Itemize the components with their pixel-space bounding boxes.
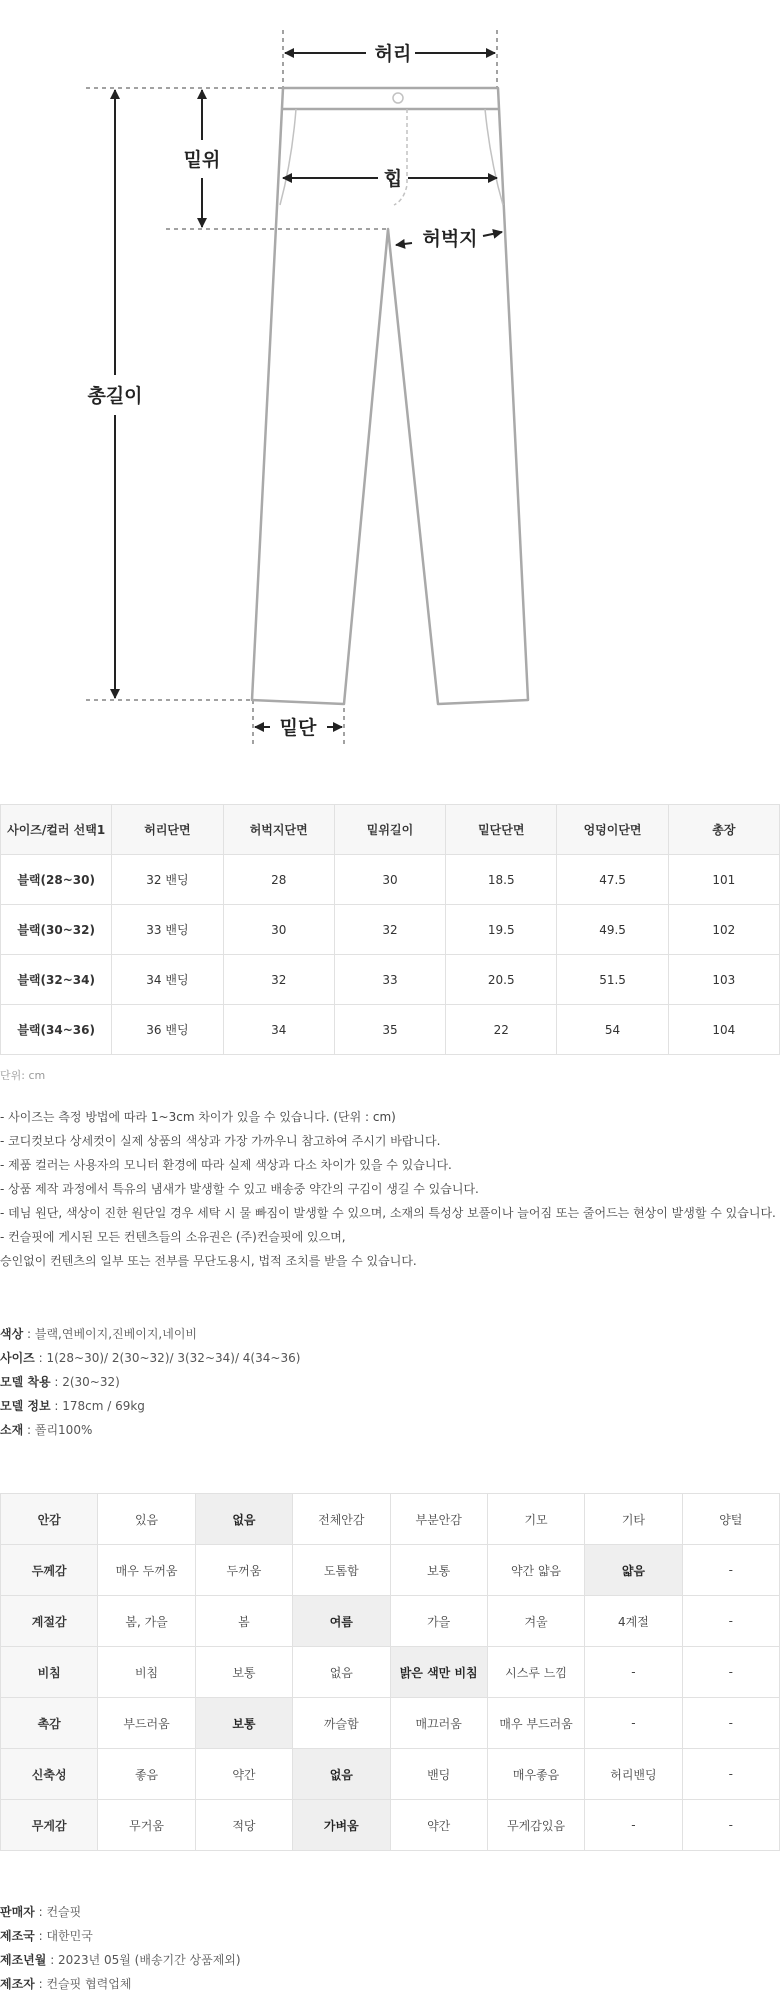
spec-model-wearing — [0, 1370, 780, 1394]
maker-date — [0, 1948, 780, 1972]
size-cell: 19.5 — [446, 905, 557, 955]
size-cell: 블랙(30~32) — [1, 905, 112, 955]
maker-label: 제조년월 — [0, 1953, 47, 1967]
fabric-option-selected: 가벼움 — [293, 1800, 390, 1851]
size-table-header: 밑단단면 — [446, 805, 557, 855]
size-cell: 34 밴딩 — [112, 955, 223, 1005]
size-cell: 32 — [334, 905, 445, 955]
size-cell: 104 — [668, 1005, 779, 1055]
maker-value: : 2023년 05월 (배송기간 상품제외) — [46, 1953, 241, 1967]
size-cell: 36 밴딩 — [112, 1005, 223, 1055]
fabric-option: 도톰함 — [293, 1545, 390, 1596]
size-table-header: 엉덩이단면 — [557, 805, 668, 855]
notice-line: - 상품 제작 과정에서 특유의 냄새가 발생할 수 있고 배송중 약간의 구김이 생길 수 있습니다. — [0, 1182, 479, 1196]
fabric-row-label: 무게감 — [1, 1800, 98, 1851]
maker-label: 판매자 — [0, 1905, 35, 1919]
spec-value: : 2(30~32) — [50, 1375, 120, 1389]
maker-seller — [0, 1900, 780, 1924]
size-table-row — [1, 955, 780, 1005]
fabric-option: - — [682, 1647, 779, 1698]
spec-value: : 블랙,연베이지,진베이지,네이비 — [23, 1327, 197, 1341]
fabric-option: 보통 — [195, 1647, 292, 1698]
size-cell: 32 밴딩 — [112, 855, 223, 905]
size-table-header: 밑위길이 — [334, 805, 445, 855]
size-table-row — [1, 1005, 780, 1055]
fabric-option: - — [585, 1647, 682, 1698]
size-cell: 103 — [668, 955, 779, 1005]
fabric-option: 봄 — [195, 1596, 292, 1647]
spec-label: 색상 — [0, 1327, 24, 1341]
fabric-option: 약간 — [390, 1800, 487, 1851]
fabric-option: - — [682, 1596, 779, 1647]
spec-label: 모델 정보 — [0, 1399, 51, 1413]
notice-list — [0, 1105, 780, 1273]
fabric-option: 매우 두꺼움 — [98, 1545, 195, 1596]
fabric-option-selected: 여름 — [293, 1596, 390, 1647]
size-cell: 34 — [223, 1005, 334, 1055]
size-cell: 블랙(28~30) — [1, 855, 112, 905]
fabric-option: 부드러움 — [98, 1698, 195, 1749]
measurement-diagram — [0, 0, 780, 760]
size-cell: 30 — [223, 905, 334, 955]
fabric-option: 가을 — [390, 1596, 487, 1647]
fabric-option: - — [682, 1800, 779, 1851]
waist-label: 허리 — [374, 43, 412, 65]
fabric-option-selected: 보통 — [195, 1698, 292, 1749]
fabric-row-label: 비침 — [1, 1647, 98, 1698]
size-cell: 54 — [557, 1005, 668, 1055]
spec-label: 소재 — [0, 1423, 24, 1437]
maker-label: 제조국 — [0, 1929, 35, 1943]
fabric-option-selected: 없음 — [195, 1494, 292, 1545]
spec-material — [0, 1418, 780, 1442]
fabric-row — [1, 1545, 780, 1596]
maker-info — [0, 1900, 780, 1996]
fabric-row — [1, 1698, 780, 1749]
fabric-option: 매우 부드러움 — [487, 1698, 584, 1749]
fabric-row-label: 계절감 — [1, 1596, 98, 1647]
fabric-row — [1, 1800, 780, 1851]
size-cell: 101 — [668, 855, 779, 905]
hem-label: 밑단 — [279, 717, 317, 739]
size-table-row — [1, 855, 780, 905]
fabric-option: 약간 — [195, 1749, 292, 1800]
size-cell: 32 — [223, 955, 334, 1005]
fabric-option: 부분안감 — [390, 1494, 487, 1545]
fabric-option: 밴딩 — [390, 1749, 487, 1800]
fabric-option: 시스루 느낌 — [487, 1647, 584, 1698]
size-table-header: 허리단면 — [112, 805, 223, 855]
maker-value: : 대한민국 — [34, 1929, 93, 1943]
spec-label: 모델 착용 — [0, 1375, 51, 1389]
size-cell: 35 — [334, 1005, 445, 1055]
measure-arrows — [115, 53, 502, 727]
notice-line: - 제품 컬러는 사용자의 모니터 환경에 따라 실제 색상과 다소 차이가 있을 수 있습니다. — [0, 1158, 452, 1172]
fabric-option: 겨울 — [487, 1596, 584, 1647]
rise-label: 밑위 — [183, 149, 221, 171]
spec-value: : 178cm / 69kg — [50, 1399, 145, 1413]
total-length-label: 총길이 — [87, 385, 143, 407]
size-table-header: 허벅지단면 — [223, 805, 334, 855]
spec-label: 사이즈 — [0, 1351, 35, 1365]
notice-line: - 사이즈는 측정 방법에 따라 1~3cm 차이가 있을 수 있습니다. (단위 : cm) — [0, 1110, 396, 1124]
spec-size — [0, 1346, 780, 1370]
fabric-option: 약간 얇음 — [487, 1545, 584, 1596]
fabric-row — [1, 1647, 780, 1698]
fabric-option: 없음 — [293, 1647, 390, 1698]
size-cell: 47.5 — [557, 855, 668, 905]
fabric-row — [1, 1749, 780, 1800]
fabric-option: - — [585, 1698, 682, 1749]
fabric-row-label: 신축성 — [1, 1749, 98, 1800]
fabric-option: 전체안감 — [293, 1494, 390, 1545]
fabric-row-label: 두께감 — [1, 1545, 98, 1596]
fabric-row-label: 촉감 — [1, 1698, 98, 1749]
maker-value: : 컨슬핏 — [34, 1905, 82, 1919]
size-cell: 33 밴딩 — [112, 905, 223, 955]
notice-line: - 데님 원단, 색상이 진한 원단일 경우 세탁 시 물 빠짐이 발생할 수 있으며, 소재의 특성상 보풀이나 늘어짐 또는 줄어드는 현상이 발생할 수 있습니다. — [0, 1206, 776, 1220]
fabric-option: 두꺼움 — [195, 1545, 292, 1596]
spec-value: : 1(28~30)/ 2(30~32)/ 3(32~34)/ 4(34~36) — [34, 1351, 301, 1365]
maker-value: : 컨슬핏 협력업체 — [34, 1977, 132, 1991]
size-cell: 33 — [334, 955, 445, 1005]
size-cell: 18.5 — [446, 855, 557, 905]
maker-manufacturer — [0, 1972, 780, 1996]
fabric-option: - — [682, 1545, 779, 1596]
pants-diagram-svg — [0, 0, 780, 760]
product-specs — [0, 1322, 780, 1442]
fabric-option: - — [682, 1698, 779, 1749]
size-cell: 28 — [223, 855, 334, 905]
fabric-option-selected: 없음 — [293, 1749, 390, 1800]
fabric-option-selected: 얇음 — [585, 1545, 682, 1596]
fabric-row — [1, 1494, 780, 1545]
size-cell: 49.5 — [557, 905, 668, 955]
fabric-option: 무게감있음 — [487, 1800, 584, 1851]
fabric-option: 4계절 — [585, 1596, 682, 1647]
fabric-option: 무거움 — [98, 1800, 195, 1851]
unit-note: 단위: cm — [0, 1069, 46, 1082]
size-table-header: 총장 — [668, 805, 779, 855]
notice-line: - 코디컷보다 상세컷이 실제 상품의 색상과 가장 가까우니 참고하여 주시기 바랍니다. — [0, 1134, 441, 1148]
size-cell: 51.5 — [557, 955, 668, 1005]
size-table-row — [1, 905, 780, 955]
maker-country — [0, 1924, 780, 1948]
fabric-option: - — [585, 1800, 682, 1851]
size-table-header-row — [1, 805, 780, 855]
notice-line: - 컨슬핏에 게시된 모든 컨텐츠들의 소유권은 (주)컨슬핏에 있으며, — [0, 1230, 346, 1244]
size-table — [0, 804, 780, 1055]
fabric-row-label: 안감 — [1, 1494, 98, 1545]
fabric-option: 비침 — [98, 1647, 195, 1698]
fabric-option: 기모 — [487, 1494, 584, 1545]
size-cell: 블랙(32~34) — [1, 955, 112, 1005]
fabric-option: 보통 — [390, 1545, 487, 1596]
fabric-option: 좋음 — [98, 1749, 195, 1800]
fabric-option: 기타 — [585, 1494, 682, 1545]
fabric-option: 허리밴딩 — [585, 1749, 682, 1800]
notice-line: 승인없이 컨텐츠의 일부 또는 전부를 무단도용시, 법적 조치를 받을 수 있습니다. — [0, 1254, 417, 1268]
fabric-table — [0, 1493, 780, 1851]
fabric-option: 매우좋음 — [487, 1749, 584, 1800]
fabric-option: 까슬함 — [293, 1698, 390, 1749]
size-cell: 블랙(34~36) — [1, 1005, 112, 1055]
spec-value: : 폴리100% — [23, 1423, 93, 1437]
spec-color — [0, 1322, 780, 1346]
maker-label: 제조자 — [0, 1977, 35, 1991]
size-cell: 102 — [668, 905, 779, 955]
hip-label: 힙 — [383, 168, 403, 190]
fabric-option: 적당 — [195, 1800, 292, 1851]
fabric-row — [1, 1596, 780, 1647]
fabric-option: 매끄러움 — [390, 1698, 487, 1749]
fabric-option: 있음 — [98, 1494, 195, 1545]
spec-model-info — [0, 1394, 780, 1418]
size-cell: 20.5 — [446, 955, 557, 1005]
fabric-option: 봄, 가을 — [98, 1596, 195, 1647]
size-cell: 30 — [334, 855, 445, 905]
fabric-option: 양털 — [682, 1494, 779, 1545]
guide-lines — [86, 30, 497, 745]
size-table-header: 사이즈/컬러 선택1 — [1, 805, 112, 855]
fabric-option: - — [682, 1749, 779, 1800]
thigh-label: 허벅지 — [422, 228, 478, 250]
fabric-option-selected: 밝은 색만 비침 — [390, 1647, 487, 1698]
size-cell: 22 — [446, 1005, 557, 1055]
